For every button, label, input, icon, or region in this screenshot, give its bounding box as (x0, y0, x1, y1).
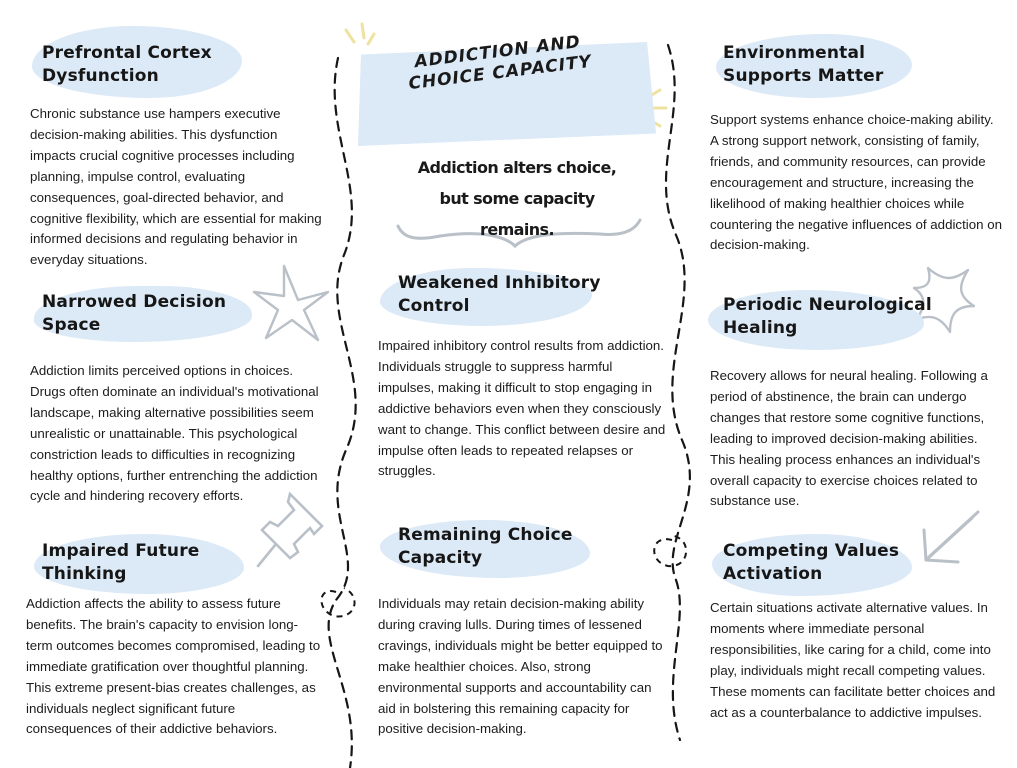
text-environmental: Support systems enhance choice-making ability. A strong support network, consisting of family, friends, and community resources, can provide encouragement and structure, increasing the likelihood of making healthier choices while countering the negative influences of addiction on decision-making. (710, 112, 1002, 253)
text-remaining: Individuals may retain decision-making ability during craving lulls. During times of lessened cravings, individuals might be better equipped to make healthier choices. Also, strong environmental supports and accountability can aid in bolstering this remaining capacity for positive decision-making. (378, 596, 663, 737)
heading-prefrontal: Prefrontal Cortex Dysfunction (42, 43, 212, 86)
heading-remaining: Remaining Choice Capacity (398, 525, 573, 568)
heading-narrowed: Narrowed Decision Space (42, 292, 227, 335)
heading-environmental: Environmental Supports Matter (723, 43, 884, 86)
heading-future: Impaired Future Thinking (42, 541, 200, 584)
heading-healing: Periodic Neurological Healing (723, 295, 932, 338)
dashed-loop-left (321, 588, 354, 616)
arrow-icon (924, 512, 978, 562)
page-subtitle: Addiction alters choice, but some capacity remains. (417, 158, 617, 239)
text-competing: Certain situations activate alternative values. In moments where immediate personal responsibilities, like caring for a child, come into play, individuals might recall competing values. These moments can facilitate better choices and act as a counterbalance to addictive impulses. (710, 600, 996, 720)
text-healing: Recovery allows for neural healing. Following a period of abstinence, the brain can undergo changes that restore some cognitive functions, leading to improved decision-making abilities. This healing process enhances an individual's overall capacity to exercise choices related to substance use. (710, 368, 988, 509)
page-title: ADDICTION AND CHOICE CAPACITY (407, 31, 593, 95)
dashed-line-left (329, 58, 356, 768)
text-inhibitory: Impaired inhibitory control results from addiction. Individuals struggle to suppress harmful impulses, making it difficult to stop engaging in addictive behaviors even when they consciously want to change. This conflict between desire and impulse often leads to repeated relapses or struggles. (378, 338, 666, 479)
heading-competing: Competing Values Activation (723, 541, 900, 584)
sparkle-lines-icon (346, 24, 374, 44)
dashed-loop-right (654, 536, 686, 566)
heading-inhibitory: Weakened Inhibitory Control (398, 273, 601, 316)
star-doodle-icon (254, 266, 328, 340)
text-prefrontal: Chronic substance use hampers executive decision-making abilities. This dysfunction impacts crucial cognitive processes including planning, impulse control, evaluating consequences, goal-directed behavior, and cognitive flexibility, which are essential for making informed decisions and regulating behavior in everyday situations. (30, 106, 322, 268)
text-future: Addiction affects the ability to assess future benefits. The brain's capacity to envision long-term outcomes becomes compromised, leading to immediate gratification over thoughtful planning. This extreme present-bias creates challenges, as individuals neglect significant future consequences of their addictive behaviors. (26, 596, 321, 737)
text-narrowed: Addiction limits perceived options in choices. Drugs often dominate an individual's motivational landscape, making alternative possibilities seem unrealistic or unattainable. This psychological constriction leads to difficulties in recognizing healthy options, further entrenching the addiction cycle and hindering recovery efforts. (30, 363, 319, 504)
